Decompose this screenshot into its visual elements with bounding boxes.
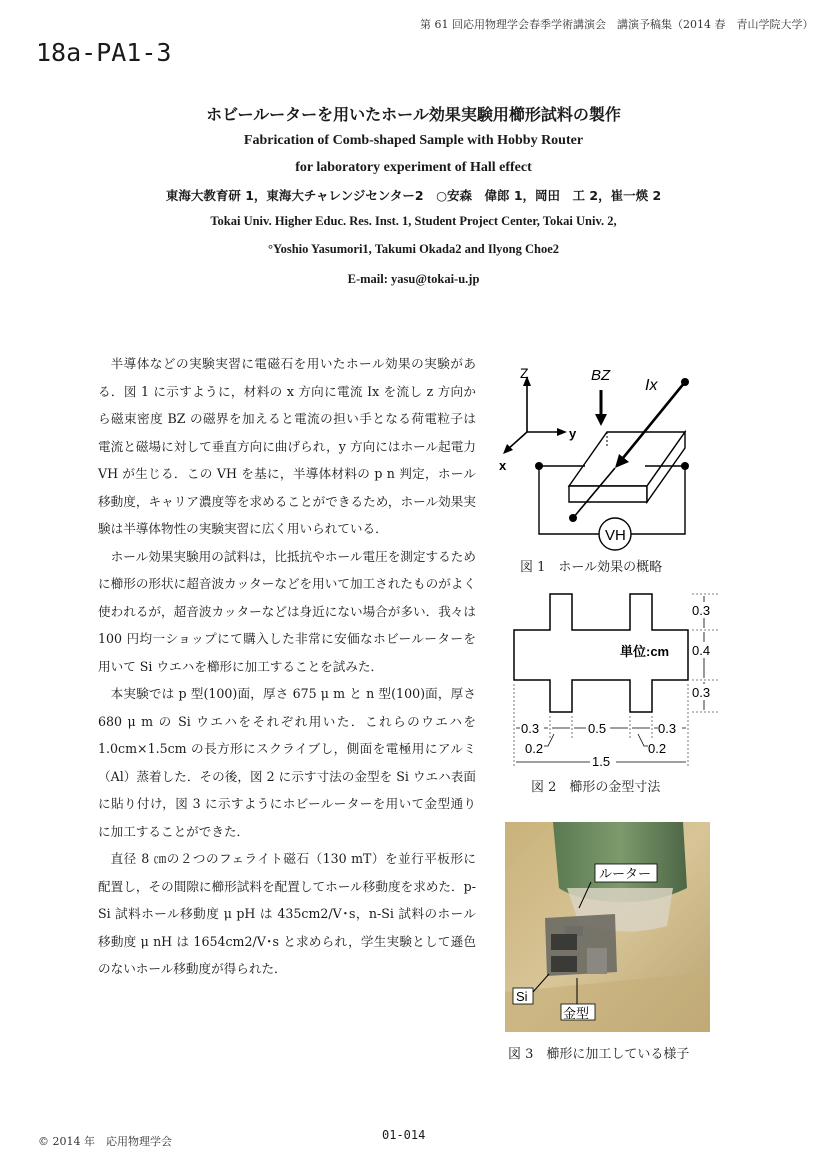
paragraph-1: 半導体などの実験実習に電磁石を用いたホール効果の実験がある．図 1 に示すように，材料の x 方向に電流 Ix を流し z 方向から磁束密度 BZ の磁界を加えると電流の担い手となる荷電粒子は電流と磁場に対して垂直方向に曲げられ，y 方向にはホール起電力 VH が生じる．この VH を基に，半導体材料の p n 判定，ホール移動度，キャリア濃度等を求めることができるため，ホール効果実験は半導体物性の実験実習に広く用いられている． [98, 356, 476, 536]
dim-bottom-label: 0.3 [692, 685, 711, 700]
dim-mid-label: 0.4 [692, 643, 711, 658]
paragraph-2: ホール効果実験用の試料は，比抵抗やホール電圧を測定するために櫛形の形状に超音波カッターなどを用いて加工されたものがよく使われるが，超音波カッターなどは身近にない場合が多い．我々は 100 円均一ショップにて購入した非常に安価なホビールーターを用いて Si ウエハを櫛形に加工することを試みた． [98, 548, 476, 674]
si-label: Si [516, 989, 528, 1004]
dim-left-end-label: 0.3 [521, 721, 540, 736]
dim-finger-left-label: 0.2 [525, 741, 544, 756]
y-axis-arrowhead [557, 428, 567, 436]
dim-right-end-label: 0.3 [658, 721, 677, 736]
dim-center-label: 0.5 [588, 721, 607, 736]
footer-page-number: 01-014 [382, 1128, 426, 1142]
current-label: Ix [645, 377, 658, 394]
body-text [98, 350, 476, 983]
field-arrowhead [595, 414, 607, 426]
dim-top-label: 0.3 [692, 603, 711, 618]
authors-english: °Yoshio Yasumori1, Takumi Okada2 and Ilyong Choe2 [267, 242, 560, 256]
y-axis-label: y [569, 426, 577, 441]
unit-label: 単位:cm [620, 644, 670, 659]
figure3-caption: 図 3 櫛形に加工している様子 [508, 1047, 690, 1062]
comb-finger-2 [551, 956, 577, 972]
voltage-label: VH [605, 527, 626, 544]
z-axis-label: Z [520, 365, 529, 381]
figure1-caption: 図 1 ホール効果の概略 [520, 560, 663, 575]
title-english-line2: for laboratory experiment of Hall effect [295, 160, 532, 175]
footer-copyright: © 2014 年 応用物理学会 [38, 1135, 172, 1148]
x-axis-label: x [499, 458, 507, 473]
conference-header: 第 61 回応用物理学会春季学術講演会 講演予稿集（2014 春 青山学院大学） [420, 18, 814, 31]
figure2-caption: 図 2 櫛形の金型寸法 [531, 780, 661, 795]
mold-label: 金型 [563, 1006, 590, 1021]
title-japanese: ホビールーターを用いたホール効果実験用櫛形試料の製作 [206, 105, 621, 124]
leader-finger-right [638, 734, 648, 746]
paragraph-3: 本実験では p 型(100)面，厚さ 675 μ m と n 型(100)面，厚さ 680 μ m の Si ウエハをそれぞれ用いた．これらのウエハを 1.0cm×1.5cm の長方形にスクライブし，側面を電極用にアルミ（Al）蒸着した．その後，図 2 に示す寸法の金型を Si ウエハ表面に貼り付け，図 3 に示すようにホビールーターを用いて金型通りに加工することができた． [98, 686, 476, 839]
figure2-comb-dimensions [508, 590, 726, 770]
title-english-line1: Fabrication of Comb-shaped Sample with Hobby Router [243, 133, 584, 148]
figure3-photo [505, 822, 710, 1032]
paper-id: 18a-PA1-3 [36, 38, 172, 67]
authors-japanese: 東海大教育研 1，東海大チャレンジセンター2 ○安森 偉郎 1，岡田 工 2，崔一煐 2 [165, 188, 662, 203]
paragraph-4: 直径 8 ㎝の２つのフェライト磁石（130 mT）を並行平板形に配置し，その間隙に櫛形試料を配置してホール移動度を求めた．p-Si 試料ホール移動度 μ pH は 435cm2/V･s，n-Si 試料のホール移動度 μ nH は 1654cm2/V･s と求められ，学生実験として遜色のないホール移動度が得られた． [98, 851, 476, 976]
current-terminal-top [681, 378, 689, 386]
figure1-hall-effect-diagram [495, 360, 710, 555]
leader-finger-left [544, 734, 554, 746]
email-address: E-mail: yasu@tokai-u.jp [347, 272, 480, 286]
dim-total-label: 1.5 [592, 754, 611, 769]
current-terminal-bottom [569, 514, 577, 522]
comb-body [587, 948, 607, 974]
affiliation-english: Tokai Univ. Higher Educ. Res. Inst. 1, Student Project Center, Tokai Univ. 2, [210, 214, 617, 228]
dim-finger-right-label: 0.2 [648, 741, 667, 756]
router-label: ルーター [599, 866, 652, 881]
field-label: BZ [591, 367, 611, 384]
sample-front-face [569, 486, 647, 502]
photo-illustration [505, 822, 710, 1032]
comb-finger-1 [551, 934, 577, 950]
